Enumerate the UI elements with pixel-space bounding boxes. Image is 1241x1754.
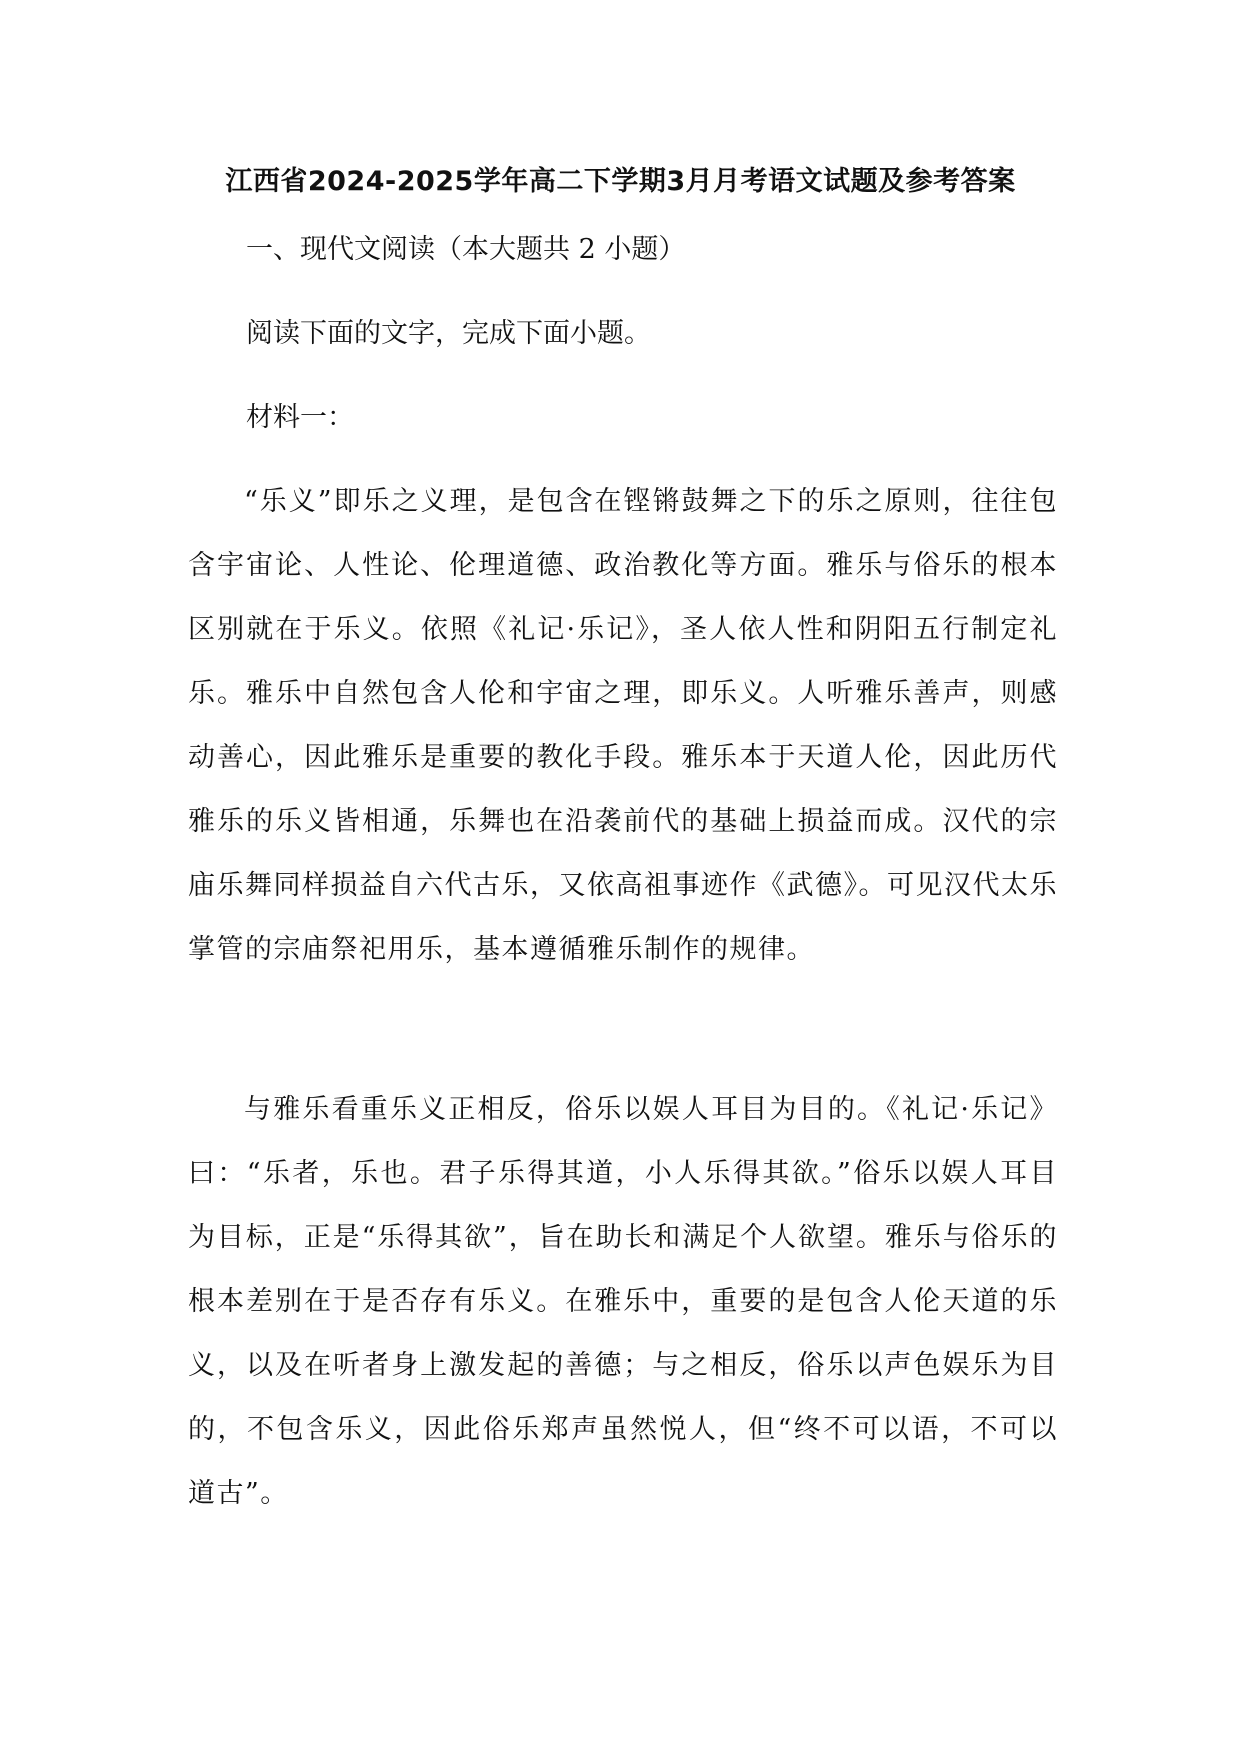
paragraph-2: 与雅乐看重乐义正相反，俗乐以娱人耳目为目的。《礼记·乐记》曰：“乐者，乐也。君子乐得其道，小人乐得其欲。”俗乐以娱人耳目为目标，正是“乐得其欲”，旨在助长和满足个人欲望。雅乐与俗乐的根本差别在于是否存有乐义。在雅乐中，重要的是包含人伦天道的乐义，以及在听者身上激发起的善德；与之相反，俗乐以声色娱乐为目的，不包含乐义，因此俗乐郑声虽然悦人，但“终不可以语，不可以道古”。 <box>188 1094 1058 1509</box>
document-title: 江西省2024-2025学年高二下学期3月月考语文试题及参考答案 <box>225 166 1016 197</box>
paragraph-1: “乐义”即乐之义理，是包含在铿锵鼓舞之下的乐之原则，往往包含宇宙论、人性论、伦理道德、政治教化等方面。雅乐与俗乐的根本区别就在于乐义。依照《礼记·乐记》，圣人依人性和阴阳五行制定礼乐。雅乐中自然包含人伦和宇宙之理，即乐义。人听雅乐善声，则感动善心，因此雅乐是重要的教化手段。雅乐本于天道人伦，因此历代雅乐的乐义皆相通，乐舞也在沿袭前代的基础上损益而成。汉代的宗庙乐舞同样损益自六代古乐，又依高祖事迹作《武德》。可见汉代太乐掌管的宗庙祭祀用乐，基本遵循雅乐制作的规律。 <box>188 486 1058 965</box>
section-heading: 一、现代文阅读（本大题共 2 小题） <box>246 234 686 265</box>
material-label: 材料一： <box>246 402 354 433</box>
reading-instruction: 阅读下面的文字，完成下面小题。 <box>246 318 651 349</box>
